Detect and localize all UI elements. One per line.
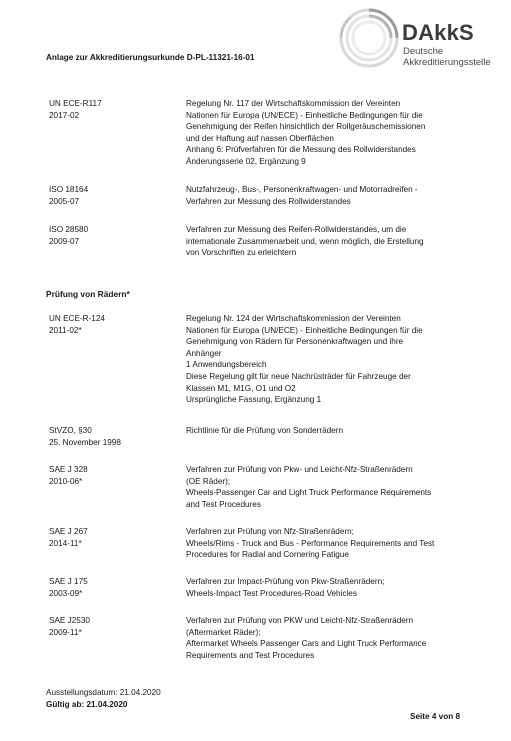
description-line: Genehmigung von Rädern für Personenkraftwagen und ihre	[186, 337, 404, 347]
standard-description	[186, 425, 486, 437]
logo-subtitle-2: Akkreditierungsstelle	[403, 57, 491, 68]
page-header: Anlage zur Akkreditierungsurkunde D-PL-11321-16-01	[46, 53, 255, 62]
standard-date: 2005-07	[49, 196, 80, 206]
description-line: Verfahren zur Messung des Rollwiderstandes	[186, 196, 351, 206]
description-line: Regelung Nr. 124 der Wirtschaftskommission der Vereinten	[186, 314, 401, 323]
standard-id	[49, 615, 179, 638]
standard-date: 2017-02	[49, 110, 80, 120]
standard-number: ISO 18164	[49, 185, 89, 194]
description-line: Verfahren zur Prüfung von Nfz-Straßenrädern;	[186, 527, 354, 536]
standard-number: SAE J 175	[49, 577, 88, 586]
description-line: Verfahren zur Prüfung von PKW und Leicht-Nfz-Straßenrädern	[186, 616, 414, 625]
standard-id	[49, 464, 179, 487]
standard-id	[49, 98, 179, 121]
dakks-logo	[337, 6, 507, 72]
description-line: Klassen M1, M1G, O1 und O2	[186, 383, 296, 393]
page-number: Seite 4 von 8	[410, 712, 461, 721]
standard-number: SAE J2530	[49, 616, 90, 625]
standard-description	[186, 615, 486, 661]
standard-description	[186, 464, 486, 510]
description-line: Verfahren zur Messung des Reifen-Rollwiderstandes, um die	[186, 225, 407, 234]
standard-date: 25. November 1998	[49, 437, 121, 447]
issue-date: Ausstellungsdatum: 21.04.2020	[46, 688, 161, 697]
description-line: Aftermarket Wheels Passenger Cars and Light Truck Performance	[186, 639, 427, 649]
standard-number: UN ECE-R-124	[49, 314, 105, 323]
description-line: 1 Anwendungsbereich	[186, 360, 267, 370]
standard-id	[49, 224, 179, 247]
standard-description	[186, 313, 486, 406]
dakks-emblem-icon	[337, 6, 401, 70]
description-line: Genehmigung der Reifen hinsichtlich der Rollgeräuschemissionen	[186, 122, 426, 132]
description-line: and Test Procedures	[186, 499, 261, 509]
standard-date: 2014-11*	[49, 538, 82, 548]
logo-name: DAkkS	[402, 20, 474, 45]
description-line: Nationen für Europa (UN/ECE) - Einheitliche Bedingungen für die	[186, 325, 423, 335]
description-line: (OE Räder);	[186, 476, 231, 486]
standard-number: ISO 28580	[49, 225, 89, 234]
description-line: Nationen für Europa (UN/ECE) - Einheitliche Bedingungen für die	[186, 110, 423, 120]
standard-number: StVZO, §30	[49, 426, 92, 435]
description-line: Procedures for Radial and Cornering Fatigue	[186, 550, 349, 560]
description-line: Regelung Nr. 117 der Wirtschaftskommission der Vereinten	[186, 99, 401, 108]
description-line: Wheels/Rims - Truck and Bus - Performance Requirements and Test	[186, 538, 435, 548]
standard-number: UN ECE-R117	[49, 99, 102, 108]
description-line: internationale Zusammenarbeit und, wenn möglich, die Erstellung	[186, 236, 424, 246]
description-line: von Vorschriften zu erleichtern	[186, 248, 297, 258]
description-line: und der Haftung auf nassen Oberflächen	[186, 133, 334, 143]
description-line: Anhang 6: Prüfverfahren für die Messung des Rollwiderstandes	[186, 145, 416, 155]
standard-date: 2010-06*	[49, 476, 83, 486]
standard-date: 2009-07	[49, 236, 80, 246]
standard-description	[186, 98, 486, 168]
logo-subtitle-1: Deutsche	[403, 46, 444, 57]
standard-date: 2009-11*	[49, 627, 82, 637]
standard-date: 2003-09*	[49, 588, 83, 598]
standard-id	[49, 425, 179, 448]
standard-date: 2011-02*	[49, 325, 82, 335]
standard-description	[186, 526, 486, 561]
standard-description	[186, 184, 486, 207]
section-title: Prüfung von Rädern*	[46, 289, 130, 299]
description-line: Verfahren zur Impact-Prüfung von Pkw-Straßenrädern;	[186, 577, 385, 586]
standard-description	[186, 224, 486, 259]
description-line: Wheels-Passenger Car and Light Truck Performance Requirements	[186, 488, 432, 498]
description-line: Wheels-Impact Test Procedures-Road Vehicles	[186, 588, 357, 598]
standard-description	[186, 576, 486, 599]
standard-number: SAE J 328	[49, 465, 88, 474]
standard-id	[49, 313, 179, 336]
description-line: Diese Regelung gilt für neue Nachrüsträder für Fahrzeuge der	[186, 371, 411, 381]
standard-number: SAE J 267	[49, 527, 88, 536]
valid-from-date: Gültig ab: 21.04.2020	[46, 700, 128, 709]
description-line: Ursprüngliche Fassung, Ergänzung 1	[186, 395, 322, 405]
description-line: Richtlinie für die Prüfung von Sonderrädern	[186, 426, 344, 435]
standard-id	[49, 526, 179, 549]
description-line: Änderungsserie 02, Ergänzung 9	[186, 156, 306, 166]
standard-id	[49, 184, 179, 207]
standard-id	[49, 576, 179, 599]
description-line: Verfahren zur Prüfung von Pkw- und Leicht-Nfz-Straßenrädern	[186, 465, 413, 474]
description-line: Anhänger	[186, 348, 222, 358]
description-line: (Aftermarket Räder);	[186, 627, 261, 637]
description-line: Nutzfahrzeug-, Bus-, Personenkraftwagen- und Motorradreifen -	[186, 185, 418, 194]
description-line: Requirements and Test Procedures	[186, 650, 315, 660]
